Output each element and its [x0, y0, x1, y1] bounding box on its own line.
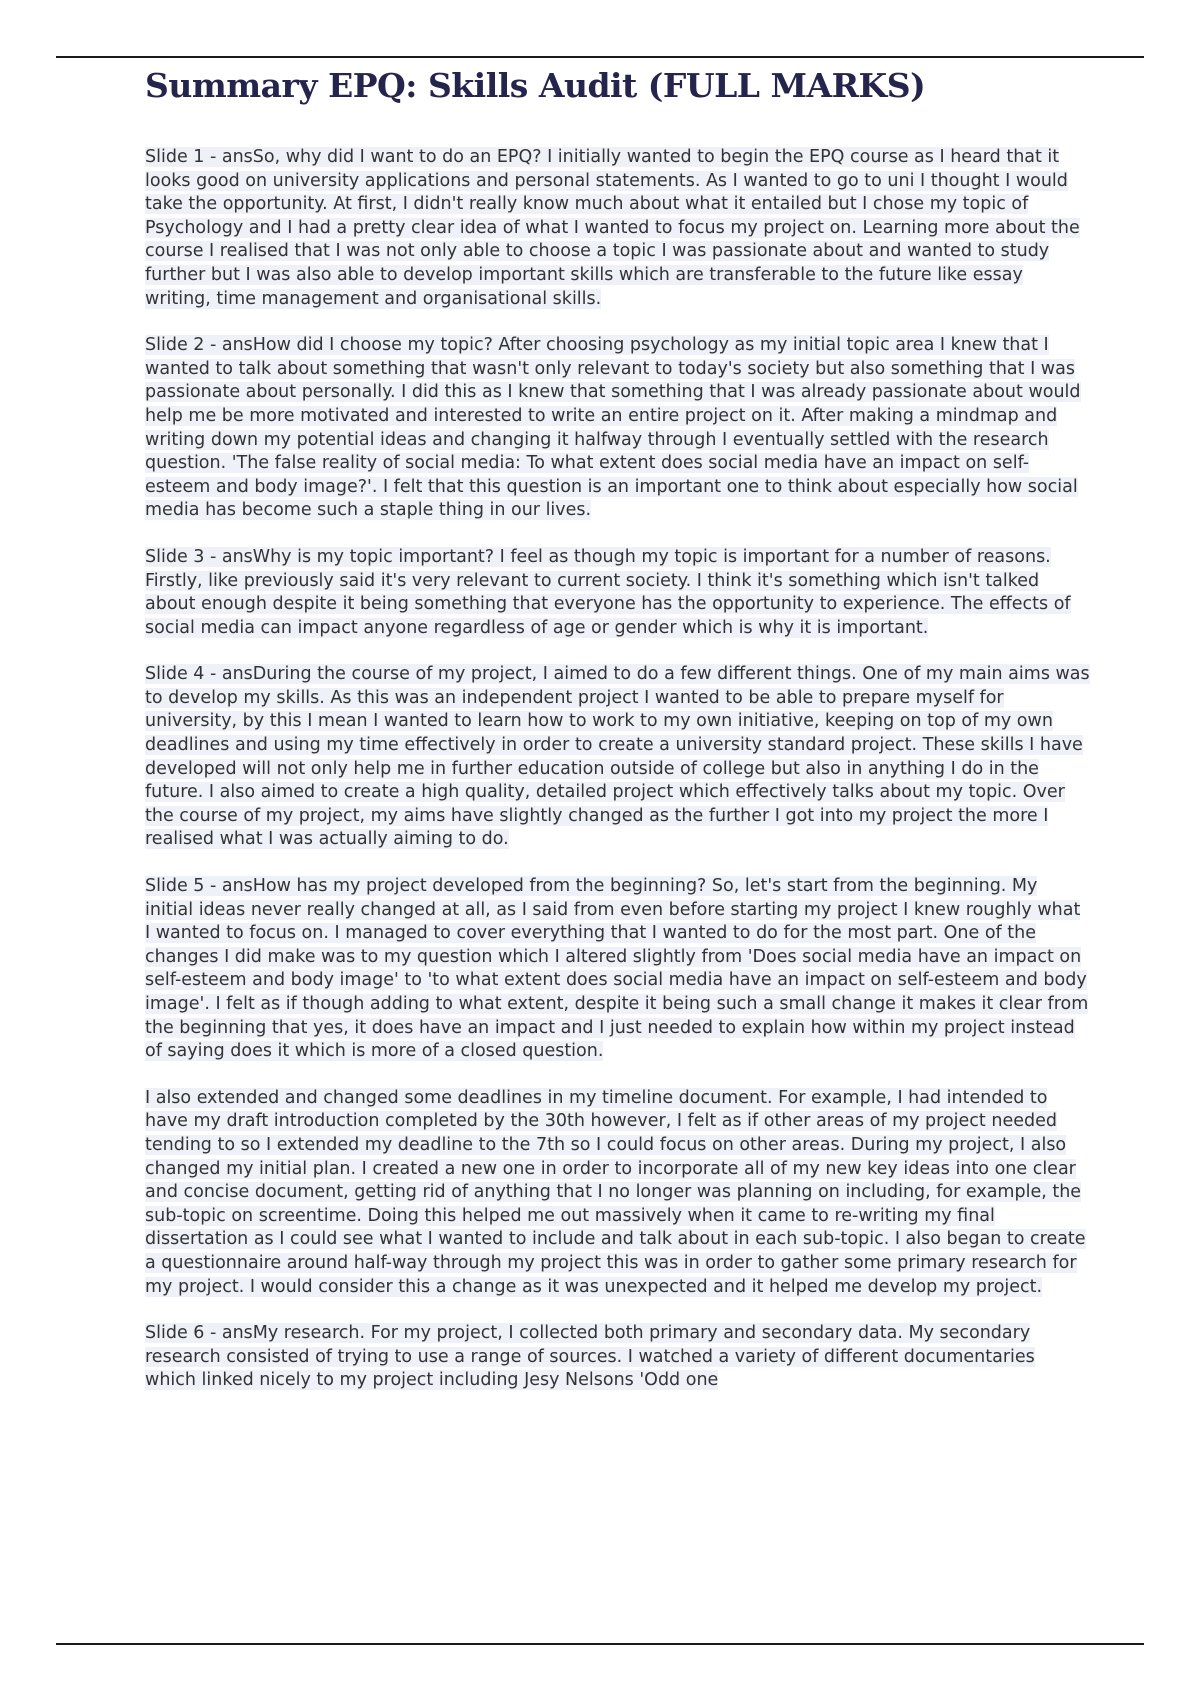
- bottom-divider: [56, 1643, 1144, 1645]
- paragraph-text: Slide 6 - ansMy research. For my project, I collected both primary and secondary data. My secondary research consisted of trying to use a range of sources. I watched a variety of different documentaries which linked nicely to my project including Jesy Nelsons 'Odd one: [145, 1323, 1035, 1391]
- document-body: [145, 146, 1090, 1416]
- paragraph-slide-4: [145, 663, 1090, 852]
- paragraph-text: Slide 2 - ansHow did I choose my topic? After choosing psychology as my initial topic area I knew that I wanted to talk about something that wasn't only relevant to today's society but also something that I was passionate about personally. I did this as I knew that something that I was already passionate about would help me be more motivated and interested to write an entire project on it. After making a mindmap and writing down my potential ideas and changing it halfway through I eventually settled with the research question. 'The false reality of social media: To what extent does social media have an impact on self- esteem and body image?'. I felt that this question is an important one to think about especially how social media has become such a staple thing in our lives.: [145, 335, 1081, 521]
- paragraph-slide-2: [145, 334, 1090, 523]
- paragraph-slide-5-continued: [145, 1087, 1090, 1299]
- paragraph-slide-3: [145, 546, 1090, 640]
- paragraph-text: Slide 4 - ansDuring the course of my project, I aimed to do a few different things. One of my main aims was to develop my skills. As this was an independent project I wanted to be able to prepare myself for university, by this I mean I wanted to learn how to work to my own initiative, keeping on top of my own deadlines and using my time effectively in order to create a university standard project. These skills I have developed will not only help me in further education outside of college but also in anything I do in the future. I also aimed to create a high quality, detailed project which effectively talks about my topic. Over the course of my project, my aims have slightly changed as the further I got into my project the more I realised what I was actually aiming to do.: [145, 664, 1090, 850]
- paragraph-text: Slide 3 - ansWhy is my topic important? I feel as though my topic is important for a number of reasons. Firstly, like previously said it's very relevant to current society. I think it's something which isn't talked about enough despite it being something that everyone has the opportunity to experience. The effects of social media can impact anyone regardless of age or gender which is why it is important.: [145, 546, 1071, 638]
- paragraph-slide-1: [145, 146, 1090, 311]
- page-title: Summary EPQ: Skills Audit (FULL MARKS): [145, 66, 926, 105]
- paragraph-slide-6: [145, 1322, 1090, 1393]
- top-divider: [56, 56, 1144, 58]
- paragraph-slide-5: [145, 875, 1090, 1064]
- paragraph-text: Slide 1 - ansSo, why did I want to do an EPQ? I initially wanted to begin the EPQ course as I heard that it looks good on university applications and personal statements. As I wanted to go to uni I thought I would take the opportunity. At first, I didn't really know much about what it entailed but I chose my topic of Psychology and I had a pretty clear idea of what I wanted to focus my project on. Learning more about the course I realised that I was not only able to choose a topic I was passionate about and wanted to study further but I was also able to develop important skills which are transferable to the future like essay writing, time management and organisational skills.: [145, 147, 1080, 309]
- paragraph-text: Slide 5 - ansHow has my project developed from the beginning? So, let's start from the beginning. My initial ideas never really changed at all, as I said from even before starting my project I knew roughly what I wanted to focus on. I managed to cover everything that I wanted to do for the most part. One of the changes I did make was to my question which I altered slightly from 'Does social media have an impact on self-esteem and body image' to 'to what extent does social media have an impact on self-esteem and body image'. I felt as if though adding to what extent, despite it being such a small change it makes it clear from the beginning that yes, it does have an impact and I just needed to explain how within my project instead of saying does it which is more of a closed question.: [145, 876, 1089, 1062]
- paragraph-text: I also extended and changed some deadlines in my timeline document. For example, I had intended to have my draft introduction completed by the 30th however, I felt as if other areas of my project needed tending to so I extended my deadline to the 7th so I could focus on other areas. During my project, I also changed my initial plan. I created a new one in order to incorporate all of my new key ideas into one clear and concise document, getting rid of anything that I no longer was planning on including, for example, the sub-topic on screentime. Doing this helped me out massively when it came to re-writing my final dissertation as I could see what I wanted to include and talk about in each sub-topic. I also began to create a questionnaire around half-way through my project this was in order to gather some primary research for my project. I would consider this a change as it was unexpected and it helped me develop my project.: [145, 1087, 1086, 1297]
